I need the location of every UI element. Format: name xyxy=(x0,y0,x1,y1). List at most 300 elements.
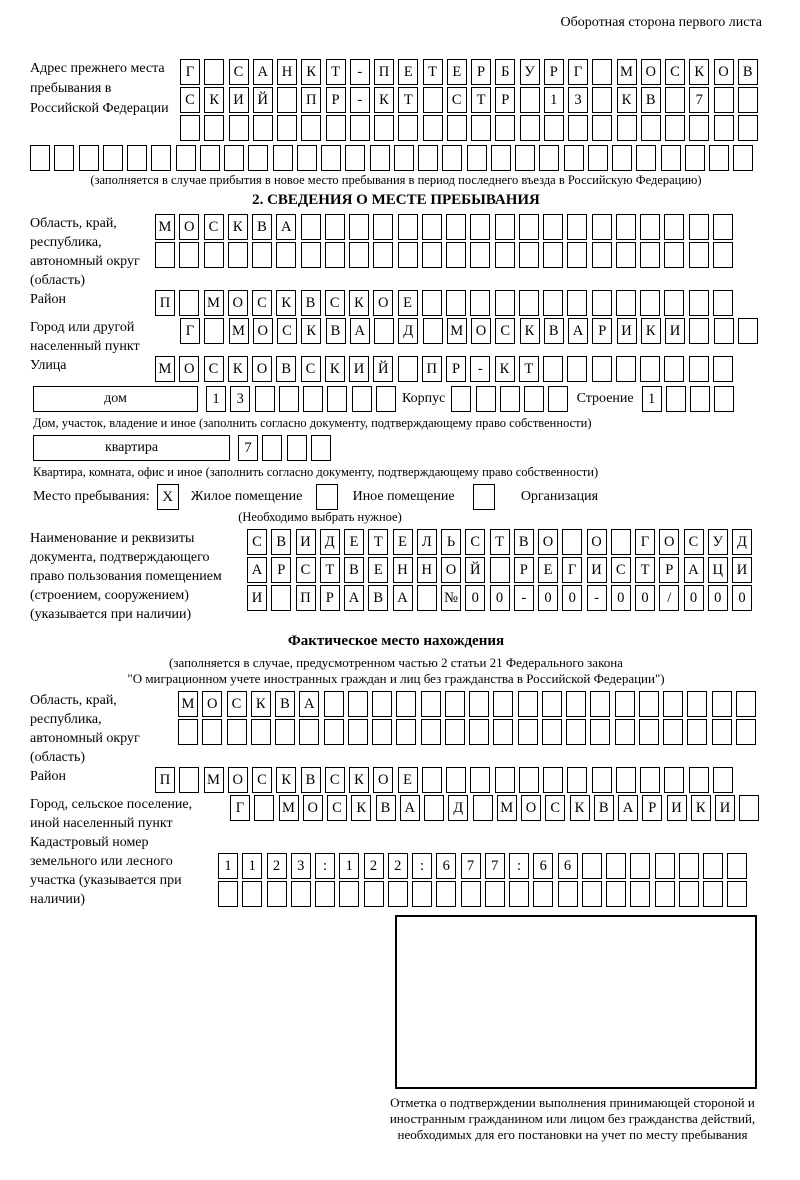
char-cell[interactable] xyxy=(316,484,338,510)
char-cell[interactable]: А xyxy=(393,585,413,611)
char-cell[interactable] xyxy=(364,881,384,907)
char-cell[interactable]: Р xyxy=(659,557,679,583)
char-cell[interactable]: С xyxy=(545,795,565,821)
char-cell[interactable] xyxy=(519,214,539,240)
char-cell[interactable] xyxy=(495,290,515,316)
char-cell[interactable]: Г xyxy=(562,557,582,583)
char-cell[interactable] xyxy=(542,691,562,717)
char-cell[interactable]: М xyxy=(497,795,517,821)
char-cell[interactable] xyxy=(151,145,171,171)
char-cell[interactable]: 7 xyxy=(485,853,505,879)
char-cell[interactable]: Т xyxy=(471,87,491,113)
char-cell[interactable] xyxy=(679,881,699,907)
prev-address-row-4[interactable] xyxy=(30,145,762,171)
char-cell[interactable] xyxy=(664,767,684,793)
char-cell[interactable] xyxy=(467,145,487,171)
char-cell[interactable] xyxy=(327,386,347,412)
char-cell[interactable]: К xyxy=(349,290,369,316)
char-cell[interactable]: В xyxy=(594,795,614,821)
char-cell[interactable] xyxy=(326,115,346,141)
char-cell[interactable] xyxy=(582,853,602,879)
char-cell[interactable] xyxy=(204,115,224,141)
actual-region-row-2[interactable] xyxy=(178,719,760,745)
char-cell[interactable]: С xyxy=(180,87,200,113)
char-cell[interactable]: А xyxy=(344,585,364,611)
char-cell[interactable] xyxy=(617,115,637,141)
char-cell[interactable] xyxy=(227,719,247,745)
char-cell[interactable]: Е xyxy=(398,290,418,316)
char-cell[interactable] xyxy=(421,719,441,745)
char-cell[interactable]: И xyxy=(296,529,316,555)
char-cell[interactable] xyxy=(582,881,602,907)
char-cell[interactable] xyxy=(493,691,513,717)
char-cell[interactable] xyxy=(520,115,540,141)
char-cell[interactable] xyxy=(350,115,370,141)
char-cell[interactable]: С xyxy=(277,318,297,344)
char-cell[interactable] xyxy=(345,145,365,171)
char-cell[interactable]: И xyxy=(665,318,685,344)
char-cell[interactable] xyxy=(519,242,539,268)
char-cell[interactable]: / xyxy=(659,585,679,611)
char-cell[interactable]: Д xyxy=(398,318,418,344)
char-cell[interactable] xyxy=(348,719,368,745)
char-cell[interactable] xyxy=(202,719,222,745)
char-cell[interactable]: М xyxy=(617,59,637,85)
char-cell[interactable] xyxy=(639,719,659,745)
char-cell[interactable]: 3 xyxy=(291,853,311,879)
char-cell[interactable] xyxy=(495,115,515,141)
char-cell[interactable] xyxy=(567,767,587,793)
char-cell[interactable]: И xyxy=(229,87,249,113)
char-cell[interactable] xyxy=(476,386,496,412)
char-cell[interactable] xyxy=(311,435,331,461)
char-cell[interactable]: Е xyxy=(393,529,413,555)
char-cell[interactable] xyxy=(423,87,443,113)
char-cell[interactable] xyxy=(493,719,513,745)
char-cell[interactable] xyxy=(255,386,275,412)
char-cell[interactable] xyxy=(372,719,392,745)
char-cell[interactable] xyxy=(616,767,636,793)
char-cell[interactable]: С xyxy=(204,356,224,382)
char-cell[interactable] xyxy=(727,853,747,879)
char-cell[interactable] xyxy=(301,242,321,268)
char-cell[interactable]: В xyxy=(368,585,388,611)
char-cell[interactable]: И xyxy=(617,318,637,344)
char-cell[interactable]: № xyxy=(441,585,461,611)
char-cell[interactable] xyxy=(639,691,659,717)
prev-address-row-3[interactable] xyxy=(180,115,762,141)
char-cell[interactable]: О xyxy=(521,795,541,821)
char-cell[interactable]: К xyxy=(691,795,711,821)
char-cell[interactable] xyxy=(422,214,442,240)
char-cell[interactable] xyxy=(733,145,753,171)
char-cell[interactable]: Ь xyxy=(441,529,461,555)
char-cell[interactable] xyxy=(424,795,444,821)
char-cell[interactable] xyxy=(470,767,490,793)
char-cell[interactable]: Л xyxy=(417,529,437,555)
char-cell[interactable]: 2 xyxy=(388,853,408,879)
char-cell[interactable] xyxy=(558,881,578,907)
char-cell[interactable] xyxy=(542,719,562,745)
char-cell[interactable]: Р xyxy=(495,87,515,113)
char-cell[interactable] xyxy=(636,145,656,171)
char-cell[interactable] xyxy=(592,115,612,141)
document-row-2[interactable] xyxy=(247,557,756,583)
char-cell[interactable] xyxy=(518,691,538,717)
char-cell[interactable] xyxy=(339,881,359,907)
char-cell[interactable] xyxy=(291,881,311,907)
premises-option-residential-checkbox[interactable] xyxy=(157,484,183,510)
char-cell[interactable] xyxy=(461,881,481,907)
char-cell[interactable] xyxy=(273,145,293,171)
char-cell[interactable]: 0 xyxy=(708,585,728,611)
char-cell[interactable] xyxy=(655,881,675,907)
char-cell[interactable]: С xyxy=(325,767,345,793)
char-cell[interactable] xyxy=(422,242,442,268)
char-cell[interactable] xyxy=(689,356,709,382)
district-row[interactable] xyxy=(155,290,737,316)
char-cell[interactable]: 1 xyxy=(544,87,564,113)
char-cell[interactable]: Г xyxy=(230,795,250,821)
char-cell[interactable] xyxy=(519,290,539,316)
char-cell[interactable] xyxy=(689,767,709,793)
char-cell[interactable]: М xyxy=(204,767,224,793)
char-cell[interactable] xyxy=(663,691,683,717)
char-cell[interactable]: X xyxy=(157,484,179,510)
char-cell[interactable] xyxy=(713,214,733,240)
char-cell[interactable] xyxy=(616,290,636,316)
char-cell[interactable] xyxy=(204,59,224,85)
char-cell[interactable]: К xyxy=(325,356,345,382)
char-cell[interactable]: К xyxy=(570,795,590,821)
char-cell[interactable]: О xyxy=(252,356,272,382)
char-cell[interactable] xyxy=(590,719,610,745)
char-cell[interactable] xyxy=(417,585,437,611)
char-cell[interactable]: А xyxy=(247,557,267,583)
char-cell[interactable] xyxy=(446,290,466,316)
char-cell[interactable]: Е xyxy=(344,529,364,555)
char-cell[interactable] xyxy=(640,290,660,316)
char-cell[interactable] xyxy=(543,242,563,268)
char-cell[interactable] xyxy=(254,795,274,821)
char-cell[interactable]: 1 xyxy=(218,853,238,879)
char-cell[interactable]: Г xyxy=(180,318,200,344)
char-cell[interactable] xyxy=(661,145,681,171)
char-cell[interactable] xyxy=(398,214,418,240)
region-row-1[interactable] xyxy=(155,214,737,240)
char-cell[interactable]: Е xyxy=(538,557,558,583)
char-cell[interactable]: Р xyxy=(592,318,612,344)
char-cell[interactable] xyxy=(520,87,540,113)
char-cell[interactable]: - xyxy=(350,59,370,85)
char-cell[interactable]: Р xyxy=(514,557,534,583)
char-cell[interactable]: 1 xyxy=(242,853,262,879)
char-cell[interactable] xyxy=(229,115,249,141)
char-cell[interactable]: В xyxy=(738,59,758,85)
char-cell[interactable]: - xyxy=(470,356,490,382)
char-cell[interactable]: 0 xyxy=(538,585,558,611)
char-cell[interactable] xyxy=(703,853,723,879)
char-cell[interactable]: Н xyxy=(417,557,437,583)
char-cell[interactable] xyxy=(689,214,709,240)
char-cell[interactable] xyxy=(54,145,74,171)
char-cell[interactable]: И xyxy=(667,795,687,821)
char-cell[interactable]: И xyxy=(715,795,735,821)
char-cell[interactable] xyxy=(500,386,520,412)
char-cell[interactable] xyxy=(495,242,515,268)
char-cell[interactable] xyxy=(592,214,612,240)
char-cell[interactable]: Р xyxy=(271,557,291,583)
char-cell[interactable]: Е xyxy=(398,767,418,793)
char-cell[interactable] xyxy=(664,290,684,316)
char-cell[interactable] xyxy=(562,529,582,555)
char-cell[interactable] xyxy=(712,691,732,717)
prev-address-row-1[interactable] xyxy=(180,59,762,85)
premises-option-other-checkbox[interactable] xyxy=(316,484,342,510)
char-cell[interactable] xyxy=(155,242,175,268)
char-cell[interactable]: К xyxy=(276,290,296,316)
char-cell[interactable] xyxy=(714,87,734,113)
street-row[interactable] xyxy=(155,356,737,382)
char-cell[interactable] xyxy=(30,145,50,171)
char-cell[interactable]: Ц xyxy=(708,557,728,583)
char-cell[interactable]: К xyxy=(301,59,321,85)
char-cell[interactable] xyxy=(374,115,394,141)
char-cell[interactable] xyxy=(469,719,489,745)
char-cell[interactable] xyxy=(543,356,563,382)
char-cell[interactable]: С xyxy=(227,691,247,717)
char-cell[interactable] xyxy=(727,881,747,907)
char-cell[interactable] xyxy=(568,115,588,141)
char-cell[interactable] xyxy=(224,145,244,171)
char-cell[interactable] xyxy=(423,318,443,344)
char-cell[interactable] xyxy=(127,145,147,171)
char-cell[interactable] xyxy=(445,719,465,745)
char-cell[interactable]: 7 xyxy=(238,435,258,461)
prev-address-row-2[interactable] xyxy=(180,87,762,113)
char-cell[interactable] xyxy=(252,242,272,268)
char-cell[interactable]: К xyxy=(495,356,515,382)
char-cell[interactable]: Т xyxy=(368,529,388,555)
char-cell[interactable] xyxy=(179,242,199,268)
char-cell[interactable]: М xyxy=(279,795,299,821)
char-cell[interactable] xyxy=(685,145,705,171)
char-cell[interactable] xyxy=(396,691,416,717)
char-cell[interactable]: С xyxy=(325,290,345,316)
char-cell[interactable]: А xyxy=(299,691,319,717)
char-cell[interactable]: О xyxy=(641,59,661,85)
char-cell[interactable]: К xyxy=(520,318,540,344)
char-cell[interactable]: К xyxy=(689,59,709,85)
char-cell[interactable] xyxy=(396,719,416,745)
char-cell[interactable]: 3 xyxy=(568,87,588,113)
char-cell[interactable] xyxy=(473,795,493,821)
char-cell[interactable] xyxy=(473,484,495,510)
char-cell[interactable]: И xyxy=(732,557,752,583)
char-cell[interactable] xyxy=(470,242,490,268)
char-cell[interactable] xyxy=(373,242,393,268)
char-cell[interactable]: М xyxy=(178,691,198,717)
char-cell[interactable] xyxy=(713,767,733,793)
char-cell[interactable]: 7 xyxy=(689,87,709,113)
char-cell[interactable] xyxy=(228,242,248,268)
char-cell[interactable]: Т xyxy=(398,87,418,113)
char-cell[interactable]: О xyxy=(471,318,491,344)
document-row-3[interactable] xyxy=(247,585,756,611)
char-cell[interactable]: Д xyxy=(320,529,340,555)
char-cell[interactable]: Е xyxy=(368,557,388,583)
char-cell[interactable] xyxy=(324,691,344,717)
char-cell[interactable] xyxy=(180,115,200,141)
char-cell[interactable] xyxy=(79,145,99,171)
char-cell[interactable] xyxy=(446,767,466,793)
char-cell[interactable] xyxy=(616,242,636,268)
char-cell[interactable] xyxy=(470,214,490,240)
char-cell[interactable] xyxy=(398,242,418,268)
char-cell[interactable]: О xyxy=(202,691,222,717)
char-cell[interactable]: С xyxy=(247,529,267,555)
char-cell[interactable]: Е xyxy=(398,59,418,85)
char-cell[interactable] xyxy=(689,115,709,141)
char-cell[interactable] xyxy=(349,214,369,240)
char-cell[interactable] xyxy=(470,290,490,316)
char-cell[interactable]: Г xyxy=(635,529,655,555)
char-cell[interactable] xyxy=(422,290,442,316)
char-cell[interactable]: И xyxy=(349,356,369,382)
document-row-1[interactable] xyxy=(247,529,756,555)
char-cell[interactable] xyxy=(277,87,297,113)
char-cell[interactable]: Г xyxy=(568,59,588,85)
char-cell[interactable] xyxy=(640,214,660,240)
char-cell[interactable] xyxy=(418,145,438,171)
char-cell[interactable]: 0 xyxy=(684,585,704,611)
char-cell[interactable] xyxy=(703,881,723,907)
char-cell[interactable]: С xyxy=(665,59,685,85)
char-cell[interactable] xyxy=(664,356,684,382)
char-cell[interactable] xyxy=(262,435,282,461)
char-cell[interactable]: М xyxy=(204,290,224,316)
char-cell[interactable] xyxy=(447,115,467,141)
char-cell[interactable]: 2 xyxy=(364,853,384,879)
char-cell[interactable] xyxy=(179,767,199,793)
char-cell[interactable]: 6 xyxy=(436,853,456,879)
char-cell[interactable] xyxy=(315,881,335,907)
char-cell[interactable]: Р xyxy=(446,356,466,382)
char-cell[interactable]: А xyxy=(276,214,296,240)
char-cell[interactable] xyxy=(679,853,699,879)
char-cell[interactable] xyxy=(299,719,319,745)
char-cell[interactable]: О xyxy=(659,529,679,555)
char-cell[interactable]: В xyxy=(252,214,272,240)
char-cell[interactable] xyxy=(615,691,635,717)
cadastre-row-2[interactable] xyxy=(218,881,752,907)
char-cell[interactable] xyxy=(253,115,273,141)
char-cell[interactable]: Р xyxy=(326,87,346,113)
char-cell[interactable] xyxy=(303,386,323,412)
char-cell[interactable] xyxy=(275,719,295,745)
char-cell[interactable] xyxy=(509,881,529,907)
char-cell[interactable] xyxy=(370,145,390,171)
char-cell[interactable]: Т xyxy=(320,557,340,583)
char-cell[interactable] xyxy=(664,242,684,268)
char-cell[interactable]: К xyxy=(641,318,661,344)
char-cell[interactable]: Р xyxy=(471,59,491,85)
char-cell[interactable] xyxy=(690,386,710,412)
char-cell[interactable]: : xyxy=(509,853,529,879)
char-cell[interactable] xyxy=(640,767,660,793)
char-cell[interactable]: П xyxy=(155,290,175,316)
char-cell[interactable] xyxy=(287,435,307,461)
char-cell[interactable]: В xyxy=(271,529,291,555)
char-cell[interactable]: 0 xyxy=(732,585,752,611)
char-cell[interactable]: С xyxy=(327,795,347,821)
char-cell[interactable]: А xyxy=(568,318,588,344)
char-cell[interactable]: 0 xyxy=(611,585,631,611)
char-cell[interactable]: 0 xyxy=(490,585,510,611)
char-cell[interactable] xyxy=(325,214,345,240)
char-cell[interactable] xyxy=(689,242,709,268)
char-cell[interactable] xyxy=(738,318,758,344)
char-cell[interactable]: О xyxy=(228,290,248,316)
char-cell[interactable]: А xyxy=(350,318,370,344)
char-cell[interactable] xyxy=(736,691,756,717)
char-cell[interactable]: 6 xyxy=(533,853,553,879)
char-cell[interactable]: В xyxy=(376,795,396,821)
char-cell[interactable] xyxy=(178,719,198,745)
char-cell[interactable] xyxy=(179,290,199,316)
char-cell[interactable] xyxy=(394,145,414,171)
char-cell[interactable] xyxy=(664,214,684,240)
char-cell[interactable] xyxy=(666,386,686,412)
char-cell[interactable] xyxy=(687,691,707,717)
char-cell[interactable]: С xyxy=(611,557,631,583)
char-cell[interactable]: П xyxy=(155,767,175,793)
char-cell[interactable] xyxy=(446,242,466,268)
char-cell[interactable]: К xyxy=(349,767,369,793)
char-cell[interactable]: Й xyxy=(253,87,273,113)
actual-district-row[interactable] xyxy=(155,767,737,793)
char-cell[interactable]: В xyxy=(301,767,321,793)
char-cell[interactable] xyxy=(592,767,612,793)
char-cell[interactable]: С xyxy=(495,318,515,344)
char-cell[interactable]: 6 xyxy=(558,853,578,879)
char-cell[interactable]: К xyxy=(617,87,637,113)
char-cell[interactable] xyxy=(321,145,341,171)
cadastre-row-1[interactable] xyxy=(218,853,752,879)
char-cell[interactable] xyxy=(709,145,729,171)
char-cell[interactable] xyxy=(567,290,587,316)
char-cell[interactable]: С xyxy=(296,557,316,583)
char-cell[interactable]: Е xyxy=(447,59,467,85)
char-cell[interactable]: К xyxy=(228,356,248,382)
char-cell[interactable] xyxy=(445,691,465,717)
char-cell[interactable] xyxy=(713,356,733,382)
char-cell[interactable]: 1 xyxy=(642,386,662,412)
char-cell[interactable]: В xyxy=(275,691,295,717)
char-cell[interactable] xyxy=(372,691,392,717)
char-cell[interactable] xyxy=(324,719,344,745)
char-cell[interactable] xyxy=(567,242,587,268)
char-cell[interactable]: С xyxy=(252,290,272,316)
char-cell[interactable] xyxy=(200,145,220,171)
char-cell[interactable]: - xyxy=(587,585,607,611)
char-cell[interactable]: П xyxy=(301,87,321,113)
char-cell[interactable] xyxy=(630,853,650,879)
char-cell[interactable] xyxy=(539,145,559,171)
char-cell[interactable]: В xyxy=(276,356,296,382)
char-cell[interactable] xyxy=(548,386,568,412)
char-cell[interactable] xyxy=(612,145,632,171)
